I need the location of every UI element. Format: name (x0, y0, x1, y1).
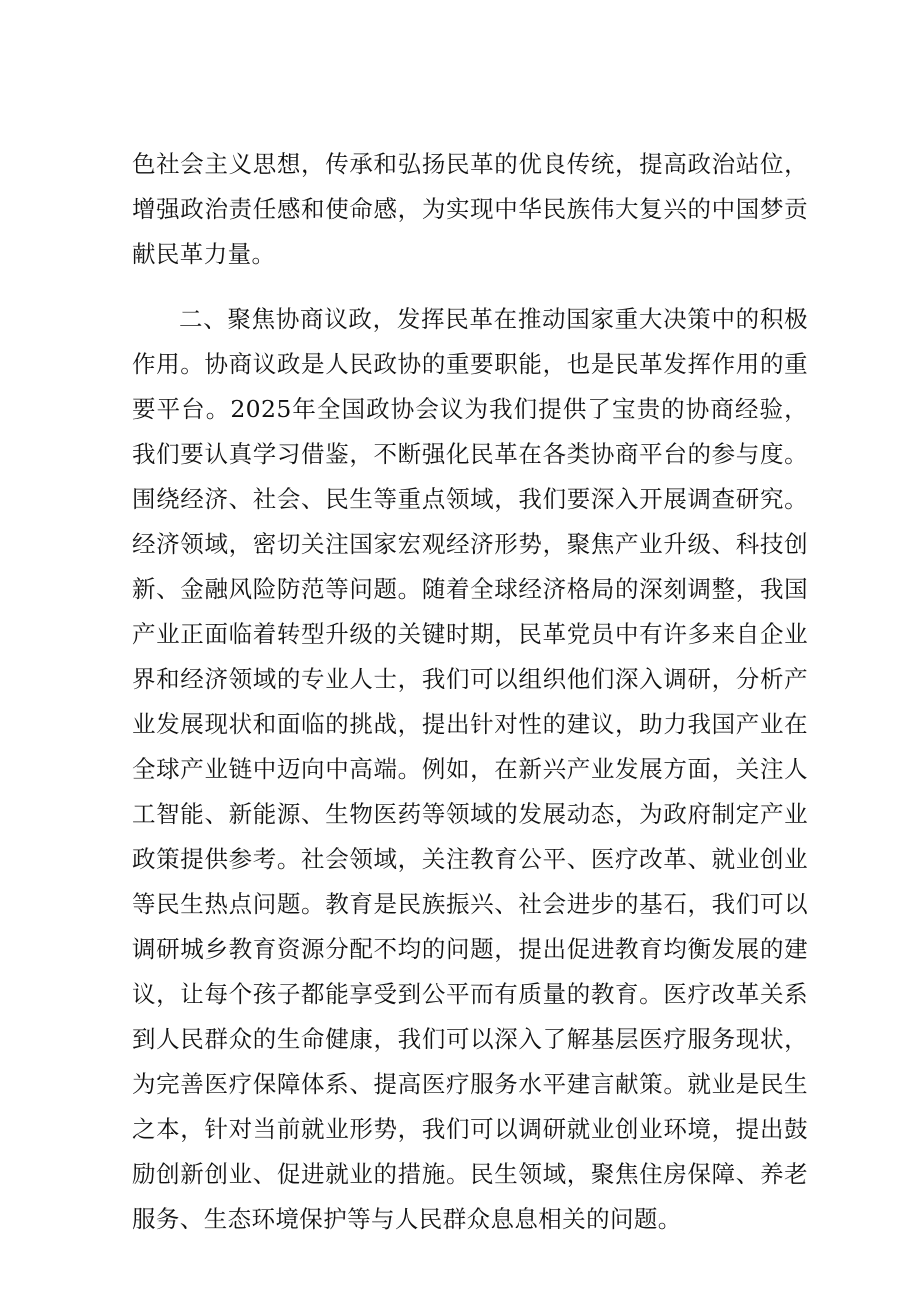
paragraph-continued: 色社会主义思想，传承和弘扬民革的优良传统，提高政治站位，增强政治责任感和使命感，为实现中华民族伟大复兴的中国梦贡献民革力量。 (132, 150, 808, 268)
paragraph-section-two: 二、聚焦协商议政，发挥民革在推动国家重大决策中的积极作用。协商议政是人民政协的重要职能，也是民革发挥作用的重要平台。2025年全国政协会议为我们提供了宝贵的协商经验，我们要认真学习借鉴，不断强化民革在各类协商平台的参与度。围绕经济、社会、民生等重点领域，我们要深入开展调查研究。经济领域，密切关注国家宏观经济形势，聚焦产业升级、科技创新、金融风险防范等问题。随着全球经济格局的深刻调整，我国产业正面临着转型升级的关键时期，民革党员中有许多来自企业界和经济领域的专业人士，我们可以组织他们深入调研，分析产业发展现状和面临的挑战，提出针对性的建议，助力我国产业在全球产业链中迈向中高端。例如，在新兴产业发展方面，关注人工智能、新能源、生物医药等领域的发展动态，为政府制定产业政策提供参考。社会领域，关注教育公平、医疗改革、就业创业等民生热点问题。教育是民族振兴、社会进步的基石，我们可以调研城乡教育资源分配不均的问题，提出促进教育均衡发展的建议，让每个孩子都能享受到公平而有质量的教育。医疗改革关系到人民群众的生命健康，我们可以深入了解基层医疗服务现状，为完善医疗保障体系、提高医疗服务水平建言献策。就业是民生之本，针对当前就业形势，我们可以调研就业创业环境，提出鼓励创新创业、促进就业的措施。民生领域，聚焦住房保障、养老服务、生态环境保护等与人民群众息息相关的问题。 (132, 305, 808, 1233)
